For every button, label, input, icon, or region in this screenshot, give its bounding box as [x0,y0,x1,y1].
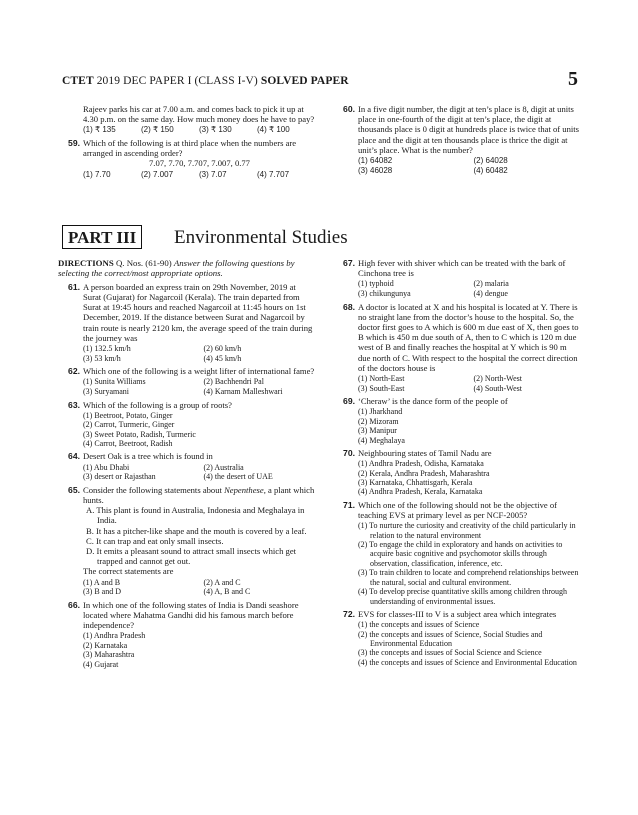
option: (3) ₹ 130 [199,125,232,135]
option: (4) Gujarat [83,659,119,669]
option: (1) Abu Dhabi [83,462,130,472]
option: (3) 7.07 [199,169,227,179]
statement: A. This plant is found in Australia, Indonesia and Meghalaya in India. [86,505,305,526]
option: (4) Karnam Malleshwari [203,387,283,397]
header-subtitle: 2019 DEC PAPER I (CLASS I-V) [96,75,258,87]
question-text: Rajeev parks his car at 7.00 a.m. and comes back to pick it up at 4.30 p.m. on the same day. How much money does he have to pay? [83,104,315,125]
statements [83,505,316,566]
question-62 [58,366,316,396]
option: (2) the concepts and issues of Science, Social Studies and Environmental Education [358,629,543,648]
question-number: 60. [343,104,355,114]
question-text: Which of the following is a group of roots? [83,399,232,410]
question-59 [58,138,316,179]
option: (3) South-East [358,383,405,393]
directions-lead: DIRECTIONS [58,258,114,268]
question-tail: The correct statements are [83,566,174,577]
option: (2) Karnataka [83,640,128,650]
option: (1) 64082 [358,156,393,166]
question-number: 69. [343,396,355,407]
question-options [83,411,316,449]
question-text: ‘Cheraw’ is the dance form of the people of [358,396,508,407]
question-options [83,578,316,597]
option: (3) Maharashtra [83,650,135,660]
top-left-column [58,104,316,182]
top-right-column [333,104,581,178]
question-64 [58,451,316,481]
option: (4) dengue [473,289,508,298]
question-65 [58,485,316,597]
question-72 [333,609,581,667]
option: (4) Carrot, Beetroot, Radish [83,439,173,449]
option: (2) Australia [203,462,244,472]
option: (4) 7.707 [257,169,290,179]
option: (1) typhoid [358,279,394,289]
option: (4) ₹ 100 [257,125,290,135]
question-69 [333,396,581,445]
question-options [358,620,581,667]
option: (4) To develop precise quantitative skills among children through understanding of environmental issues. [358,587,568,606]
header-solved: SOLVED PAPER [260,75,349,87]
part-label: PART III [62,225,142,249]
option: (4) A, B and C [203,587,251,597]
question-61 [58,282,316,363]
question-number: 62. [68,366,80,377]
option: (3) Manipur [358,426,397,436]
question-70 [333,448,581,497]
question-number: 61. [68,281,80,292]
option: (1) the concepts and issues of Science [358,620,480,630]
directions [58,258,316,279]
directions-text: Answer the following questions by selecting the correct/most appropriate options. [58,258,295,279]
option: (1) Sunita Williams [83,377,146,387]
question-options [358,279,581,298]
option: (3) the concepts and issues of Social Science and Science [358,648,542,658]
option: (4) 45 km/h [203,353,242,363]
question-text: Which one of the following should not be the objective of teaching EVS at primary level as per NCF-2005? [358,499,558,521]
option: (3) B and D [83,587,121,597]
question-number: 71. [343,499,355,510]
option: (3) 53 km/h [83,353,121,363]
question-text [83,485,316,505]
question-text: High fever with shiver which can be treated with the bark of Cinchona tree is [358,258,566,279]
question-number: 65. [68,484,80,495]
option: (1) North-East [358,374,405,384]
question-options [358,407,581,445]
option: (3) desert or Rajasthan [83,472,156,482]
option: (4) Meghalaya [358,435,405,445]
question-number: 72. [343,608,355,619]
question-options [358,459,581,497]
question-text: In a five digit number, the digit at ten’s place is 8, digit at units place in one-fourth of the digit at ten’s place, the digit at thousands place is 0 digit at hundreds place is twice that of units place and the digit at ten thousands place is thrice the digit at unit’s place. What is the number? [358,104,580,155]
header-brand: CTET [62,75,94,87]
option: (2) Kerala, Andhra Pradesh, Maharashtra [358,468,490,478]
option: (2) North-West [473,374,522,384]
lower-left-column [58,258,316,672]
question-text: A doctor is located at X and his hospital is located at Y. There is no straight lane from the doctor’s house to the hospital. So, the doctor first goes to A which is 600 m due east of X, then goes to B which is 450 m due south of A, then to C which is 120 m due west of B and finally reaches the hospital at Y which is 90 m due north of C. With respect to the hospital the correct direction of the doctors house is [358,301,579,373]
option: (3) To train children to locate and comprehend relationships between the natural, social and cultural environment. [358,568,579,587]
option: (3) Karnataka, Chhattisgarh, Kerala [358,478,473,488]
option: (1) Andhra Pradesh, Odisha, Karnataka [358,459,484,469]
header-title [62,75,349,87]
question-text: Desert Oak is a tree which is found in [83,451,213,462]
question-text-post: , a plant which hunts. [83,484,315,506]
question-text: A person boarded an express train on 29th November, 2019 at Surat (Gujarat) for Nagarcoil (Kerala). The train departed from Surat at 19:45 hours and reached Nagarcoil at 11:45 hours on 1st December, 2019. If the distance between Surat and Nagarcoil by train route is nearly 2120 km, the average speed of the train during the journey was [83,281,313,343]
option: (1) 7.70 [83,169,111,179]
question-number: 70. [343,448,355,459]
option: (1) ₹ 135 [83,125,116,135]
question-number: 64. [68,451,80,462]
question-options [83,377,316,396]
option: (4) South-West [473,383,522,393]
statement: C. It can trap and eat only small insects. [86,535,224,546]
question-66 [58,600,316,669]
question-options [358,374,581,393]
page-number: 5 [568,68,578,90]
question-options [358,156,581,175]
question-number: 67. [343,258,355,268]
part-heading [62,225,582,251]
option: (2) To engage the child in exploratory and hands on activities to acquire basic cognitive and psychomotor skills through observation, classification, inference, etc. [358,540,563,568]
question-options [83,631,316,669]
question-text-em: Nepenthese [224,484,264,495]
question-options [83,170,316,180]
option: (2) malaria [473,279,509,289]
part-title: Environmental Studies [174,227,348,248]
option: (1) 132.5 km/h [83,344,131,354]
option: (2) Bachhendri Pal [203,377,264,387]
option: (2) 7.007 [141,169,174,179]
question-71 [333,500,581,606]
option: (4) 60482 [473,165,508,175]
lower-right-column [333,258,581,670]
question-58-continuation [58,104,316,135]
option: (2) A and C [203,577,241,587]
question-number: 59. [68,138,80,148]
option: (3) chikungunya [358,289,411,298]
statement: B. It has a pitcher-like shape and the mouth is covered by a leaf. [86,525,307,536]
question-number: 66. [68,599,80,610]
directions-qnos: Q. Nos. (61-90) [115,258,172,268]
option: (1) Beetroot, Potato, Ginger [83,410,173,420]
option: (3) 46028 [358,165,393,175]
question-text: In which one of the following states of India is Dandi seashore located where Mahatma Gandhi did his famous march before independence? [83,599,299,631]
option: (1) Andhra Pradesh [83,631,146,641]
question-68 [333,302,581,394]
option: (4) the concepts and issues of Science and Environmental Education [358,657,577,667]
question-options [83,344,316,363]
question-60 [333,104,581,175]
option: (2) Carrot, Turmeric, Ginger [83,420,175,430]
page-header [62,68,578,92]
option: (2) 64028 [473,156,508,166]
number-sequence: 7.07, 7.70, 7.707, 7.007, 0.77 [149,158,250,169]
option: (1) Jharkhand [358,407,403,417]
option: (3) Suryamani [83,387,129,397]
question-number: 68. [343,301,355,312]
question-text: EVS for classes-III to V is a subject area which integrates [358,608,557,619]
question-options [83,463,316,482]
option: (4) the desert of UAE [203,472,273,482]
option: (2) ₹ 150 [141,125,174,135]
question-63 [58,400,316,449]
question-number: 63. [68,399,80,410]
statement: D. It emits a pleasant sound to attract small insects which get trapped and cannot get out. [86,546,297,567]
question-text: Neighbouring states of Tamil Nadu are [358,448,492,459]
option: (1) To nurture the curiosity and creativity of the child particularly in relation to the natural environment [358,521,576,540]
option: (2) Mizoram [358,416,399,426]
option: (4) Andhra Pradesh, Kerala, Karnataka [358,487,483,497]
option: (2) 60 km/h [203,344,242,354]
question-options [358,521,581,606]
question-text: Which of the following is at third place when the numbers are arranged in ascending order? [83,138,297,159]
question-text-pre: Consider the following statements about [83,484,225,495]
question-options [83,125,316,135]
option: (3) Sweet Potato, Radish, Turmeric [83,429,196,439]
option: (1) A and B [83,577,121,587]
question-text: Which one of the following is a weight lifter of international fame? [83,366,315,377]
question-67 [333,258,581,299]
